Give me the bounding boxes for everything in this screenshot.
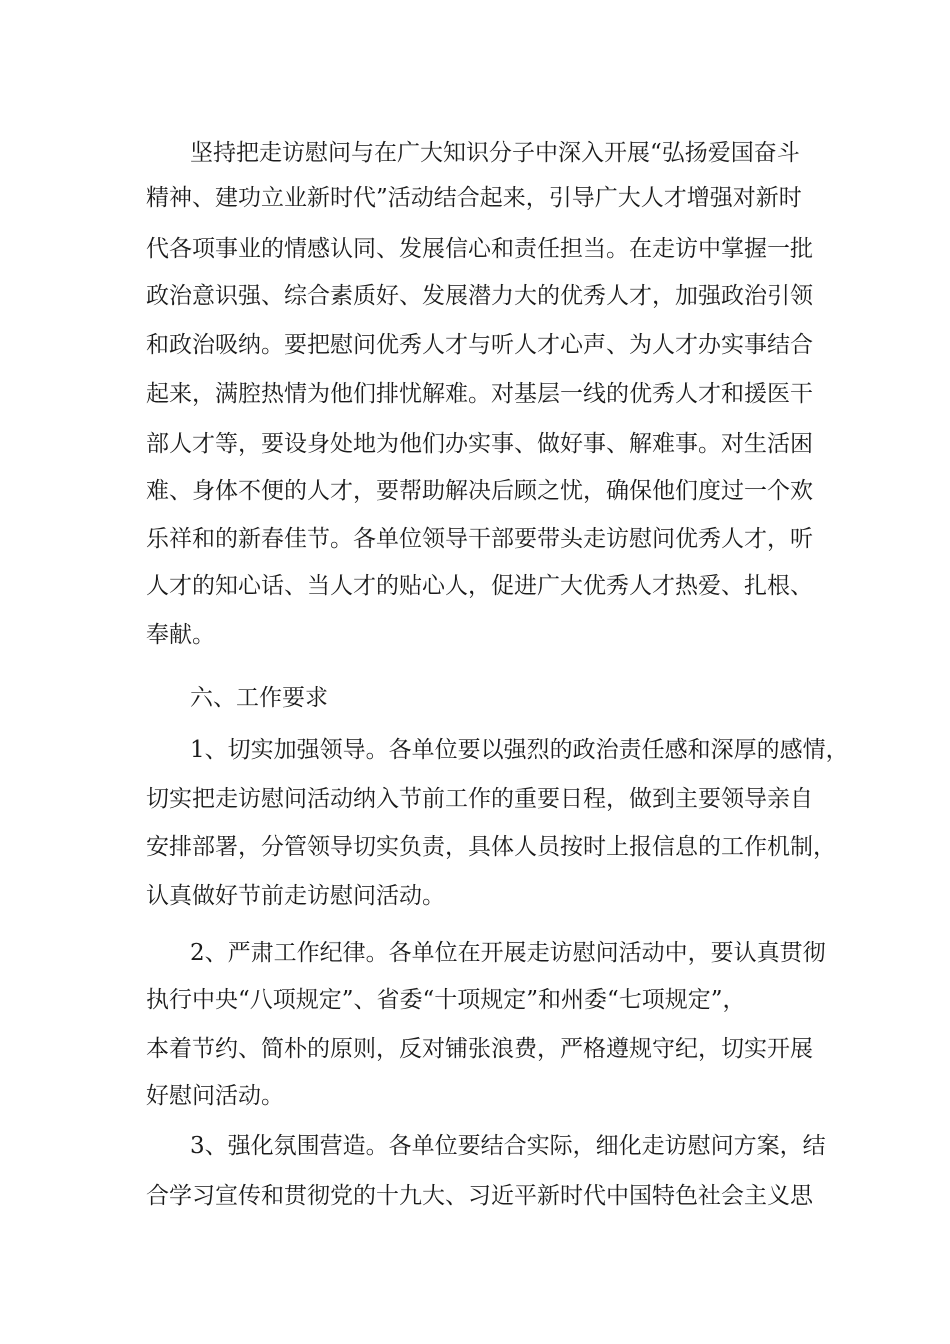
text-line-21: 3、强化氛围营造。各单位要结合实际，细化走访慰问方案，结 bbox=[190, 1133, 826, 1159]
text-line-14: 切实把走访慰问活动纳入节前工作的重要日程，做到主要领导亲自 bbox=[146, 786, 813, 812]
text-line-8: 难、身体不便的人才，要帮助解决后顾之忧，确保他们度过一个欢 bbox=[146, 478, 813, 504]
text-line-22: 合学习宣传和贯彻党的十九大、习近平新时代中国特色社会主义思 bbox=[146, 1183, 813, 1209]
text-line-9: 乐祥和的新春佳节。各单位领导干部要带头走访慰问优秀人才，听 bbox=[146, 526, 813, 552]
text-line-11: 奉献。 bbox=[146, 622, 215, 648]
text-line-15: 安排部署，分管领导切实负责，具体人员按时上报信息的工作机制， bbox=[146, 834, 836, 860]
text-line-4: 政治意识强、综合素质好、发展潜力大的优秀人才，加强政治引领 bbox=[146, 283, 813, 309]
text-line-3: 代各项事业的情感认同、发展信心和责任担当。在走访中掌握一批 bbox=[146, 236, 813, 262]
text-line-13: 1、切实加强领导。各单位要以强烈的政治责任感和深厚的感情， bbox=[190, 737, 849, 763]
text-line-7: 部人才等，要设身处地为他们办实事、做好事、解难事。对生活困 bbox=[146, 431, 813, 457]
section-heading: 六、工作要求 bbox=[190, 685, 328, 711]
text-line-1: 坚持把走访慰问与在广大知识分子中深入开展“弘扬爱国奋斗 bbox=[190, 140, 800, 166]
text-line-18: 执行中央“八项规定”、省委“十项规定”和州委“七项规定”， bbox=[146, 987, 746, 1013]
text-line-17: 2、严肃工作纪律。各单位在开展走访慰问活动中，要认真贯彻 bbox=[190, 940, 826, 966]
text-line-10: 人才的知心话、当人才的贴心人，促进广大优秀人才热爱、扎根、 bbox=[146, 573, 813, 599]
text-line-2: 精神、建功立业新时代”活动结合起来，引导广大人才增强对新时 bbox=[146, 185, 802, 211]
text-line-6: 起来，满腔热情为他们排忧解难。对基层一线的优秀人才和援医干 bbox=[146, 381, 813, 407]
text-line-19: 本着节约、简朴的原则，反对铺张浪费，严格遵规守纪，切实开展 bbox=[146, 1036, 813, 1062]
text-line-5: 和政治吸纳。要把慰问优秀人才与听人才心声、为人才办实事结合 bbox=[146, 332, 813, 358]
text-line-16: 认真做好节前走访慰问活动。 bbox=[146, 883, 445, 909]
text-line-20: 好慰问活动。 bbox=[146, 1083, 284, 1109]
